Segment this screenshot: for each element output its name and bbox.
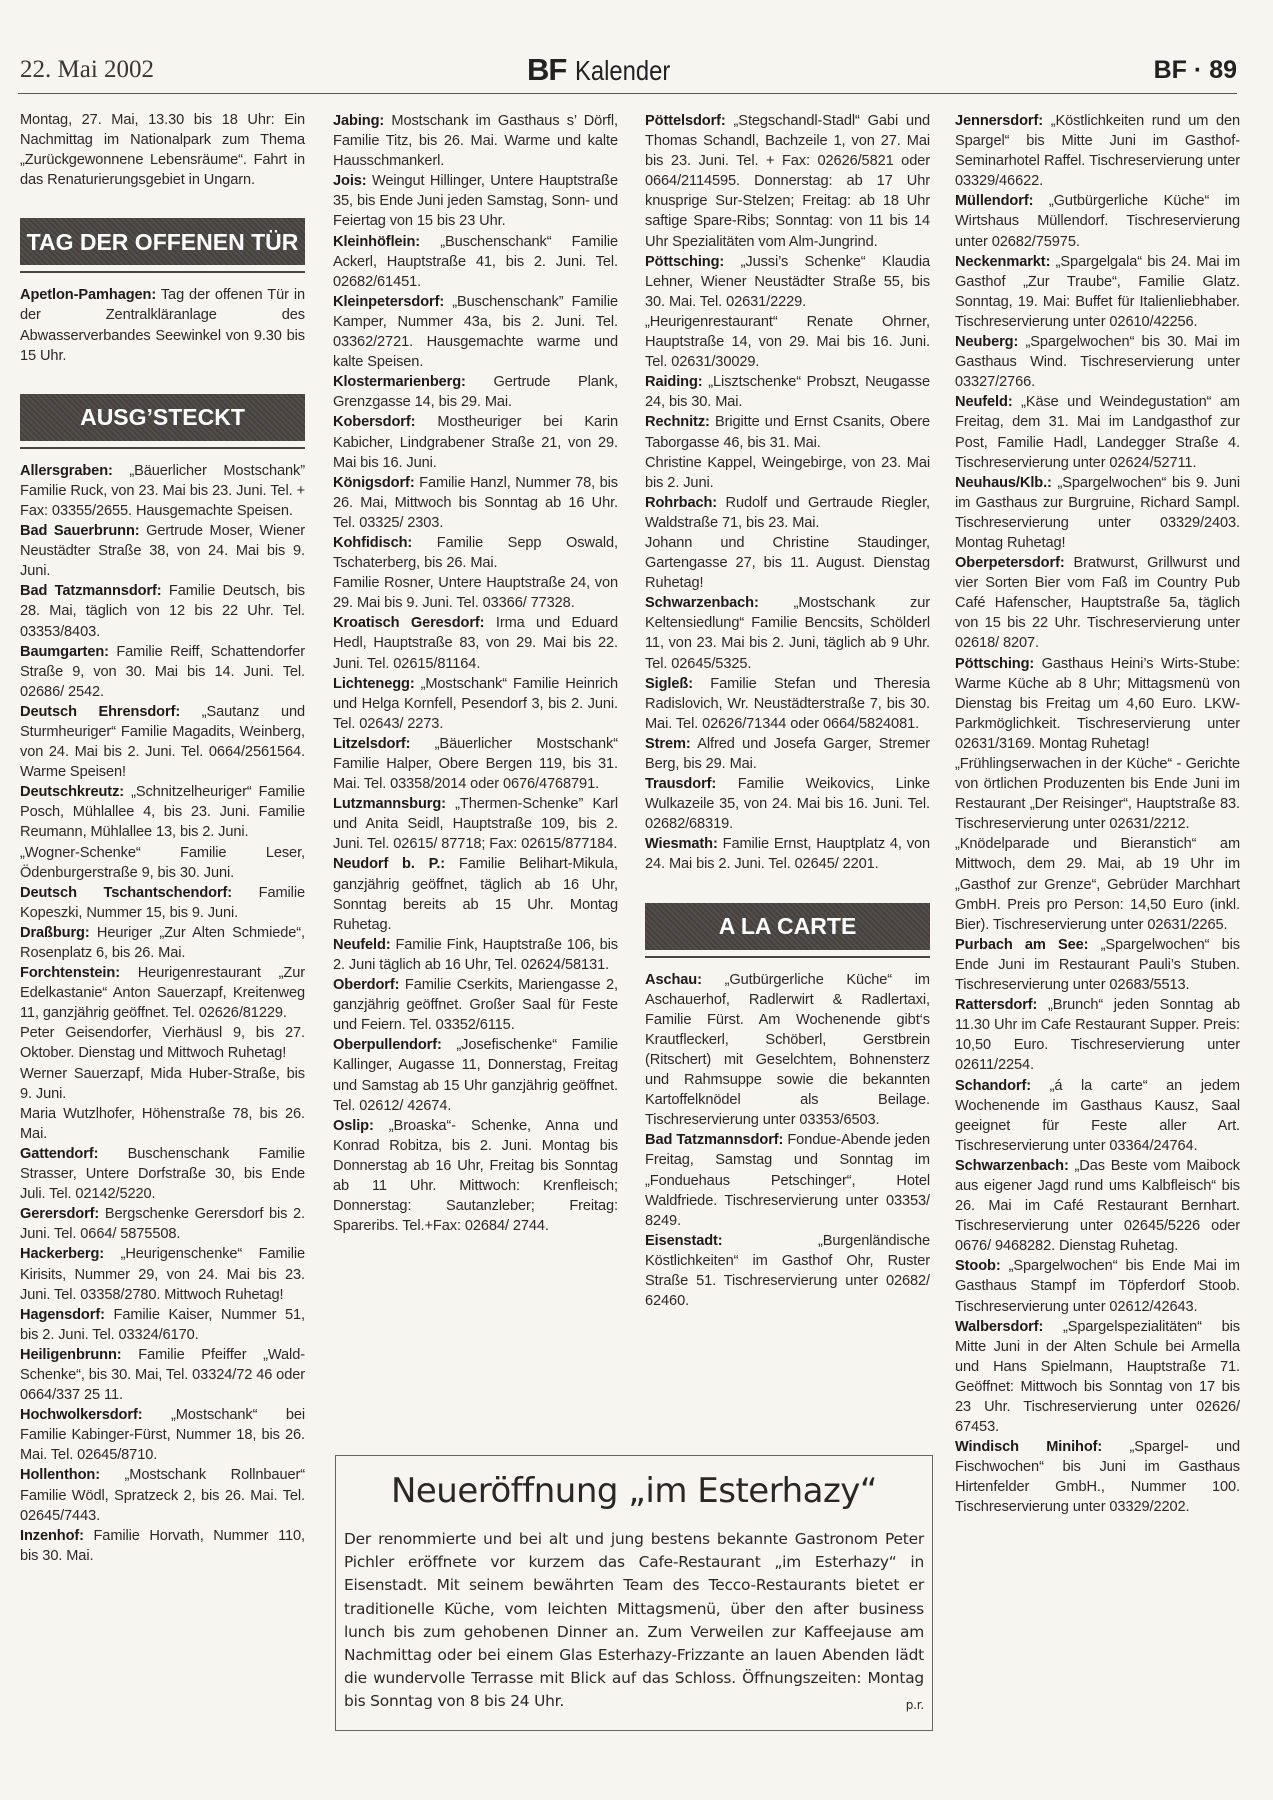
listing-text: Familie Horvath, Nummer 110, bis 30. Mai.: [20, 1527, 305, 1564]
listing-text: Familie Deutsch, bis 28. Mai, täglich von 12 bis 22 Uhr. Tel. 03353/8403.: [20, 583, 305, 640]
advertorial-title: Neueröffnung „im Esterhazy“: [390, 1471, 878, 1511]
listing-entry: [645, 453, 930, 493]
advertorial-body: [344, 1528, 924, 1714]
listing-place: Oslip:: [333, 1117, 374, 1134]
listing-place: Litzelsdorf:: [333, 735, 411, 752]
section-heading-label: AUSG’STECKT: [20, 394, 305, 441]
listing-text: Familie Belihart-Mikula, ganzjährig geöffnet, täglich ab 16 Uhr, Sonntag bereits ab 15 Uhr. Montag Ruhetag.: [333, 856, 618, 933]
listing-text: „Burgenländische Köstlichkeiten“ im Gasthof Ohr, Ruster Straße 51. Tischreservierung unter 02682/ 62460.: [645, 1232, 930, 1310]
listing-text: Johann und Christine Staudinger, Gartengasse 27, bis 11. August. Dienstag Ruhetag!: [645, 534, 930, 592]
section-heading: [20, 394, 305, 449]
listing-text: „Gutbürgerliche Küche“ im Wirtshaus Müllendorf. Tischreservierung unter 02682/75975.: [955, 193, 1240, 250]
listing-place: Pöttsching:: [645, 253, 725, 270]
listing-text: „Spargelwochen“ bis Ende Juni im Restaurant Pauli’s Stuben. Tischreservierung unter 02683/5513.: [955, 936, 1240, 994]
listing-place: Schwarzenbach:: [645, 595, 759, 612]
listing-text: „Lisztschenke“ Probszt, Neugasse 24, bis 30. Mai.: [645, 374, 930, 411]
listing-entry: [20, 1526, 305, 1566]
listing-text: „Mostschank“ bei Familie Kabinger-Fürst, Nummer 18, bis 26. Mai. Tel. 02645/8710.: [20, 1407, 305, 1464]
listing-text: „Mostschank Rollnbauer“ Familie Wödl, Spratzeck 2, bis 26. Mai. Tel. 02645/7443.: [20, 1467, 305, 1524]
listing-entry: [20, 285, 305, 365]
listing-place: Königsdorf:: [333, 474, 415, 491]
listing-text: „Buschenschank” Familie Kamper, Nummer 43a, bis 2. Juni. Tel. 03362/2721. Hausgemachte warme und kalte Speisen.: [333, 293, 618, 371]
listing-text: Montag, 27. Mai, 13.30 bis 18 Uhr: Ein Nachmittag im Nationalpark zum Thema „Zurückgewonnene Lebensräume“. Fahrt in das Renaturierungsgebiet in Ungarn.: [20, 112, 305, 189]
listing-entry: [20, 1023, 305, 1063]
listing-text: Familie Fink, Hauptstraße 106, bis 2. Juni täglich ab 16 Uhr, Tel. 02624/58131.: [333, 936, 618, 973]
listing-text: „Spargelspezialitäten“ bis Mitte Juni in der Alten Schule bei Armella und Hans Spielmann, Hauptstraße 71. Geöffnet: Mittwoch bis Sonntag von 17 bis 23 Uhr. Tischreservierung unter 02626/ 67453.: [955, 1318, 1240, 1436]
listing-entry: [955, 332, 1240, 392]
listing-text: Mostheuriger bei Karin Kabicher, Lindgrabener Straße 21, von 29. Mai bis 16. Juni.: [333, 414, 618, 471]
listing-text: „Spargelwochen“ bis 30. Mai im Gasthaus Wind. Tischreservierung unter 03327/2766.: [955, 334, 1240, 391]
listing-text: Familie Kopeszki, Nummer 15, bis 9. Juni.: [20, 884, 305, 921]
listing-place: Kroatisch Geresdorf:: [333, 615, 485, 632]
listing-entry: [333, 412, 618, 472]
issue-date: 22. Mai 2002: [20, 56, 155, 83]
listing-entry: [20, 1405, 305, 1465]
listing-entry: [333, 292, 618, 372]
page-number-label: [1154, 56, 1237, 85]
listing-text: „Frühlingserwachen in der Küche“ - Gerichte von örtlichen Produzenten bis Ende Juni im Restaurant „Der Reisinger“, Hauptstraße 83. Tischreservierung unter 02631/2212.: [955, 756, 1240, 833]
listing-place: Neckenmarkt:: [955, 253, 1051, 270]
listing-place: Rechnitz:: [645, 414, 710, 431]
listing-text: Familie Rosner, Untere Hauptstraße 24, von 29. Mai bis 9. Juni. Tel. 03366/ 77328.: [333, 575, 618, 612]
listing-entry: [955, 834, 1240, 934]
listing-entry: [645, 312, 930, 372]
listing-text: Brigitte und Ernst Csanits, Obere Taborgasse 46, bis 31. Mai.: [645, 414, 930, 451]
advertorial-text: Der renommierte und bei alt und jung bestens bekannte Gastronom Peter Pichler eröffnete vor kurzem das Cafe-Restaurant „im Esterhazy“ in Eisenstadt. Mit seinem bewährten Team des Tecco-Restaurants bietet er traditionelle Küche, vom leichten Mittagsmenü, über den after business lunch bis zum gehobenen Dinner an. Zum Verweilen zur Kaffeejause am Nachmittag oder bei einem Glas Esterhazy-Frizzante an lauen Abenden lädt die wundervolle Terrasse mit Blick auf das Schloss. Öffnungszeiten: Montag bis Sonntag von 8 bis 24 Uhr.: [344, 1530, 924, 1711]
listing-text: Fondue-Abende jeden Freitag, Samstag und Sonntag im „Fonduehaus Petschinger“, Hotel Waldfriede. Tischreservierung unter 03353/ 8249.: [645, 1132, 930, 1229]
listing-place: Oberpetersdorf:: [955, 555, 1065, 572]
listing-entry: [333, 674, 618, 734]
listing-entry: [645, 1130, 930, 1230]
listing-place: Neufeld:: [333, 936, 391, 953]
listing-entry: [955, 392, 1240, 472]
listing-text: Familie Stefan und Theresia Radislovich, Wr. Neustädterstraße 7, bis 30. Mai. Tel. 02626/71344 oder 0664/5824081.: [645, 675, 930, 732]
listing-text: „Knödelparade und Bieranstich“ am Mittwoch, dem 29. Mai, ab 19 Uhr im „Gasthof zur Grenze“, Gebrüder Marchhart GmbH. Preis pro Person: 14,50 Euro (inkl. Bier). Tischreservierung unter 02631/2265.: [955, 836, 1240, 933]
listing-entry: [955, 1437, 1240, 1517]
listing-text: Gertrude Moser, Wiener Neustädter Straße 38, von 24. Mai bis 9. Juni.: [20, 523, 305, 580]
listing-place: Pöttsching:: [955, 655, 1035, 672]
listing-entry: [20, 642, 305, 702]
listing-place: Gerersdorf:: [20, 1206, 100, 1223]
listing-entry: [20, 782, 305, 842]
listing-text: „á la carte“ an jedem Wochenende im Gasthaus Kausz, Saal geeignet für Feste aller Art. Tischreservierung unter 03364/24764.: [955, 1077, 1240, 1154]
esterhazy-advertorial-box: [335, 1455, 933, 1731]
listing-place: Deutsch Tschantschendorf:: [20, 884, 233, 901]
listing-entry: [333, 613, 618, 673]
listing-text: „Gutbürgerliche Küche“ im Aschauerhof, Radlerwirt & Radlertaxi, Familie Fürst. Am Wochenende gibt‘s Krautfleckerl, Schöberl, Gerstbrein (Ritschert) mit Geselchtem, Bohnensterz und Rahmsuppe sowie die bekannten Kartoffelknödel als Beilage. Tischreservierung unter 03353/6503.: [645, 971, 930, 1129]
listing-entry: [20, 1244, 305, 1304]
listing-entry: [955, 1076, 1240, 1156]
listing-text: Peter Geisendorfer, Vierhäusl 9, bis 27. Oktober. Dienstag und Mittwoch Ruhetag!: [20, 1025, 305, 1062]
listing-place: Hackerberg:: [20, 1246, 105, 1263]
listing-entry: [20, 461, 305, 521]
listing-entry: [333, 533, 618, 573]
listing-text: Rudolf und Gertraude Riegler, Waldstraße 71, bis 23. Mai.: [645, 494, 930, 531]
listing-place: Walbersdorf:: [955, 1318, 1044, 1335]
listing-text: Familie Cserkits, Mariengasse 2, ganzjährig geöffnet. Großer Saal für Feste und Feiern. Tel. 03352/6115.: [333, 977, 618, 1034]
listing-entry: [645, 111, 930, 252]
listing-entry: [333, 1035, 618, 1115]
listing-entry: [645, 734, 930, 774]
listing-text: „Josefischenke“ Familie Kallinger, Augasse 11, Donnerstag, Freitag und Samstag ab 15 Uhr ganzjährig geöffnet. Tel. 02612/ 42674.: [333, 1037, 618, 1114]
listing-text: Familie Sepp Oswald, Tschaterberg, bis 26. Mai.: [333, 534, 618, 572]
listing-entry: [645, 252, 930, 312]
listing-text: „Wogner-Schenke“ Familie Leser, Ödenburgerstraße 9, bis 30. Juni.: [20, 844, 305, 881]
listing-text: „Spargel- und Fischwochen“ bis Juni im Gasthaus Hirtenfelder GmbH., Nummer 100. Tischreservierung unter 03329/2202.: [955, 1439, 1240, 1516]
listing-entry: [20, 883, 305, 923]
listing-text: „Heurigenrestaurant“ Renate Ohrner, Hauptstraße 14, von 29. Mai bis 16. Juni. Tel. 02631/30029.: [645, 313, 930, 371]
page-number: 89: [1209, 56, 1237, 84]
listing-entry: [333, 111, 618, 171]
listing-entry: [955, 995, 1240, 1075]
listing-place: Schwarzenbach:: [955, 1157, 1069, 1174]
listing-entry: [20, 843, 305, 883]
listing-text: „Mostschank“ Familie Heinrich und Helga Kornfell, Pesendorf 3, bis 2. Juni. Tel. 02643/ 2273.: [333, 675, 618, 732]
listing-entry: [333, 794, 618, 854]
listing-entry: [955, 473, 1240, 553]
listing-entry: [333, 1116, 618, 1237]
listing-entry: [645, 533, 930, 593]
column-2: [333, 111, 618, 1236]
listing-place: Sigleß:: [645, 675, 693, 692]
listing-text: „Stegschandl-Stadl“ Gabi und Thomas Schandl, Bachzeile 1, von 27. Mai bis 23. Juni. Tel. + Fax: 02626/5821 oder 0664/2114595. Donnerstag: ab 17 Uhr knusprige Sur-Stelzen; Freitag: ab 18 Uhr saftige Spare-Ribs; Sonntag: von 11 bis 14 Uhr Spezialitäten vom Alm-Jungrind.: [645, 113, 930, 250]
listing-entry: [955, 935, 1240, 995]
listing-place: Bad Tatzmannsdorf:: [645, 1132, 784, 1149]
listing-place: Aschau:: [645, 971, 702, 988]
listing-entry: [645, 970, 930, 1131]
listing-place: Heiligenbrunn:: [20, 1346, 122, 1363]
listing-text: „Broaska“- Schenke, Anna und Konrad Robitza, bis 2. Juni. Montag bis Donnerstag ab 16 Uhr, Freitag bis Sonntag ab 11 Uhr. Mittwoch: Krenfleisch; Donnerstag: Sautanzleber; Freitag: Spareribs. Tel.+Fax: 02684/ 2744.: [333, 1117, 618, 1235]
section-rule: [20, 447, 305, 449]
listing-text: „Heurigenschenke“ Familie Kirisits, Nummer 29, von 24. Mai bis 23. Juni. Tel. 03358/2780. Mittwoch Ruhetag!: [20, 1246, 305, 1303]
listing-text: Werner Sauerzapf, Mida Huber-Straße, bis 9. Juni.: [20, 1065, 305, 1102]
listing-place: Wiesmath:: [645, 836, 718, 853]
listing-text: „Käse und Weindegustation“ am Freitag, dem 31. Mai im Landgasthof zur Post, Familie Hadl, Landegger Straße 4. Tischreservierung unter 02624/52711.: [955, 394, 1240, 471]
listing-entry: [333, 372, 618, 412]
listing-place: Neuhaus/Klb.:: [955, 474, 1052, 491]
listing-entry: [645, 372, 930, 412]
listing-entry: [333, 573, 618, 613]
listing-text: „Brunch“ jeden Sonntag ab 11.30 Uhr im Cafe Restaurant Supper. Preis: 10,50 Euro. Tischreservierung unter 02611/2254.: [955, 997, 1240, 1074]
listing-entry: [333, 734, 618, 794]
listing-text: Bergschenke Gerersdorf bis 2. Juni. Tel. 0664/ 5875508.: [20, 1206, 305, 1243]
listing-place: Kleinhöflein:: [333, 233, 421, 250]
listing-entry: [955, 1156, 1240, 1256]
listing-entry: [333, 935, 618, 975]
listing-text: Mostschank im Gasthaus s’ Dörfl, Familie Titz, bis 26. Mai. Warme und kalte Hausschmankerl.: [333, 113, 618, 170]
listing-text: Gertrude Plank, Grenzgasse 14, bis 29. Mai.: [333, 374, 618, 411]
listing-place: Gattendorf:: [20, 1145, 99, 1162]
listing-entry: [333, 232, 618, 292]
listing-text: Familie Reiff, Schattendorfer Straße 9, von 30. Mai bis 14. Juni. Tel. 02686/ 2542.: [20, 643, 305, 700]
listing-place: Hagensdorf:: [20, 1306, 105, 1323]
listing-text: Irma und Eduard Hedl, Hauptstraße 83, von 29. Mai bis 22. Juni. Tel. 02615/81164.: [333, 615, 618, 672]
listing-place: Kobersdorf:: [333, 414, 416, 431]
listing-place: Neuberg:: [955, 334, 1019, 351]
page-brand: BF: [1153, 56, 1187, 84]
listing-entry: [955, 1317, 1240, 1438]
listing-entry: [20, 1465, 305, 1525]
listing-text: „Köstlichkeiten rund um den Spargel“ bis Mitte Juni im Gasthof-Seminarhotel Raffel. Tischreservierung unter 03329/46622.: [955, 113, 1240, 190]
listing-entry: [20, 521, 305, 581]
listing-place: Lichtenegg:: [333, 675, 415, 692]
listing-entry: [645, 493, 930, 533]
listing-place: Oberdorf:: [333, 977, 400, 994]
listing-place: Deutsch Ehrensdorf:: [20, 703, 181, 720]
listing-place: Neufeld:: [955, 394, 1013, 411]
listing-entry: [333, 975, 618, 1035]
listing-place: Allersgraben:: [20, 462, 113, 479]
listing-text: „Schnitzelheuriger“ Familie Posch, Mühlallee 4, bis 23. Juni. Familie Reumann, Mühlallee 13, bis 2. Juni.: [20, 784, 305, 841]
section-rule: [20, 271, 305, 273]
listing-place: Hochwolkersdorf:: [20, 1407, 143, 1424]
section-heading: [20, 218, 305, 273]
column-4: [955, 111, 1240, 1518]
listing-place: Müllendorf:: [955, 193, 1034, 210]
listing-entry: [20, 1345, 305, 1405]
listing-place: Forchtenstein:: [20, 965, 120, 982]
listing-place: Eisenstadt:: [645, 1232, 723, 1249]
listing-entry: [645, 593, 930, 673]
listing-text: „Thermen-Schenke” Karl und Anita Seidl, Hauptstraße 109, bis 2. Juni. Tel. 02615/ 87718; Fax: 02615/877184.: [333, 796, 618, 853]
listing-text: Weingut Hillinger, Untere Hauptstraße 35, bis Ende Juni jeden Samstag, Sonn- und Feiertag von 15 bis 23 Uhr.: [333, 173, 618, 230]
listing-text: „Bäuerlicher Mostschank“ Familie Halper, Obere Bergen 119, bis 31. Mai. Tel. 03358/2014 oder 0676/4768791.: [333, 735, 618, 793]
section-heading-label: A LA CARTE: [645, 903, 930, 950]
section-heading: [645, 903, 930, 958]
listing-entry: [20, 1064, 305, 1104]
section-title-text: Kalender: [574, 55, 671, 86]
listing-place: Kleinpetersdorf:: [333, 293, 445, 310]
listing-text: „Bäuerlicher Mostschank” Familie Ruck, von 23. Mai bis 23. Juni. Tel. + Fax: 03355/2655. Hausgemachte Speisen.: [20, 462, 305, 519]
listing-text: Familie Weikovics, Linke Wulkazeile 35, von 24. Mai bis 16. Juni. Tel. 02682/68319.: [645, 776, 930, 833]
listing-place: Oberpullendorf:: [333, 1037, 442, 1054]
listing-entry: [333, 473, 618, 533]
listing-place: Hollenthon:: [20, 1467, 100, 1484]
page-separator: ·: [1193, 56, 1203, 84]
listing-place: Deutschkreutz:: [20, 784, 125, 801]
listing-text: Heuriger „Zur Alten Schmiede“, Rosenplatz 6, bis 26. Mai.: [20, 924, 305, 961]
listing-text: Bratwurst, Grillwurst und vier Sorten Bier vom Faß im Country Pub Café Hafenscher, Hauptstraße 5a, täglich von 15 bis 22 Uhr. Tischreservierung unter 02618/ 8207.: [955, 555, 1240, 652]
listing-entry: [645, 412, 930, 452]
section-rule: [645, 956, 930, 958]
listing-text: Maria Wutzlhofer, Höhenstraße 78, bis 26. Mai.: [20, 1105, 305, 1142]
listing-place: Pöttelsdorf:: [645, 113, 726, 129]
listing-text: Buschenschank Familie Strasser, Untere Dorfstraße 30, bis Ende Juli. Tel. 02142/5220.: [20, 1145, 305, 1203]
listing-text: „Spargelwochen“ bis 9. Juni im Gasthaus zur Burgruine, Richard Sampl. Tischreservierung unter 03329/2403. Montag Ruhetag!: [955, 474, 1240, 551]
listing-entry: [645, 834, 930, 874]
listing-place: Baumgarten:: [20, 643, 109, 660]
listing-text: „Buschenschank“ Familie Ackerl, Hauptstraße 41, bis 2. Juni. Tel. 02682/61451.: [333, 233, 618, 290]
listing-text: „Spargelgala“ bis 24. Mai im Gasthof „Zur Traube“, Familie Glatz. Sonntag, 19. Mai: Buffet für Italienliebhaber. Tischreservierung unter 02610/42256.: [955, 253, 1240, 330]
listing-text: Gasthaus Heini’s Wirts-Stube: Warme Küche ab 8 Uhr; Mittagsmenü von Dienstag bis Freitag um 4,60 Euro. LKW-Parkmöglichkeit. Tischreservierung unter 02631/3169. Montag Ruhetag!: [955, 655, 1240, 752]
listing-entry: [955, 111, 1240, 191]
bf-logo: BF: [527, 52, 567, 87]
intro-paragraph: [20, 110, 305, 190]
listing-text: „Spargelwochen“ bis Ende Mai im Gasthaus Stampf im Töpferdorf Stoob. Tischreservierung unter 02612/42643.: [955, 1258, 1240, 1315]
listing-entry: [955, 252, 1240, 332]
listing-entry: [20, 1104, 305, 1144]
listing-place: Jabing:: [333, 113, 385, 129]
listing-text: Tag der offenen Tür in der Zentralkläranlage des Abwasserverbandes Seewinkel von 9.30 bis 15 Uhr.: [20, 287, 305, 364]
listing-place: Jois:: [333, 173, 367, 190]
section-title: [527, 52, 687, 88]
listing-text: Alfred und Josefa Garger, Stremer Berg, bis 29. Mai.: [645, 735, 930, 772]
listing-entry: [333, 171, 618, 231]
listing-place: Strem:: [645, 735, 691, 752]
listing-entry: [20, 1204, 305, 1244]
listing-place: Rohrbach:: [645, 494, 718, 511]
listing-entry: [333, 854, 618, 934]
listing-entry: [645, 774, 930, 834]
listing-text: „Sautanz und Sturmheuriger“ Familie Magadits, Weinberg, von 24. Mai bis 2. Juni. Tel. 0664/2561564. Warme Speisen!: [20, 703, 305, 781]
listing-entry: [955, 754, 1240, 834]
listing-entry: [645, 1231, 930, 1311]
listing-place: Stoob:: [955, 1258, 1001, 1275]
advertorial-signature: p.r.: [905, 1698, 924, 1713]
listing-place: Rattersdorf:: [955, 997, 1038, 1014]
listing-text: Familie Pfeiffer „Wald-Schenke“, bis 30. Mai, Tel. 03324/72 46 oder 0664/337 25 11.: [20, 1346, 305, 1404]
listing-entry: [20, 963, 305, 1023]
listing-entry: [955, 191, 1240, 251]
listing-place: Kohfidisch:: [333, 534, 413, 551]
listing-place: Klostermarienberg:: [333, 374, 466, 391]
listing-place: Bad Tatzmannsdorf:: [20, 583, 162, 600]
listing-text: „Mostschank zur Keltensiedlung“ Familie Bencsits, Schölderl 11, von 23. Mai bis 2. Juni, täglich ab 9 Uhr. Tel. 02645/5325.: [645, 595, 930, 672]
listing-place: Apetlon-Pamhagen:: [20, 287, 157, 304]
listing-place: Draßburg:: [20, 924, 90, 941]
listing-text: Familie Kaiser, Nummer 51, bis 2. Juni. Tel. 03324/6170.: [20, 1306, 305, 1343]
listing-place: Windisch Minihof:: [955, 1439, 1103, 1456]
column-1: [20, 110, 305, 1566]
listing-place: Jennersdorf:: [955, 113, 1044, 129]
listing-text: „Jussi’s Schenke“ Klaudia Lehner, Wiener Neustädter Straße 55, bis 30. Mai. Tel. 02631/2229.: [645, 253, 930, 310]
listing-entry: [20, 1144, 305, 1204]
listing-place: Schandorf:: [955, 1077, 1032, 1094]
listing-text: Familie Ernst, Hauptplatz 4, von 24. Mai bis 2. Juni. Tel. 02645/ 2201.: [645, 836, 930, 873]
listing-entry: [955, 1256, 1240, 1316]
listing-entry: [645, 674, 930, 734]
listing-text: Christine Kappel, Weingebirge, von 23. Mai bis 2. Juni.: [645, 454, 930, 491]
listing-entry: [955, 654, 1240, 754]
listing-entry: [955, 553, 1240, 653]
section-heading-label: TAG DER OFFENEN TÜR: [20, 218, 305, 265]
listing-place: Raiding:: [645, 374, 703, 391]
listing-text: Heurigenrestaurant „Zur Edelkastanie“ Anton Sauerzapf, Kreitenweg 11, ganzjährig geöffnet. Tel. 02626/81229.: [20, 965, 305, 1022]
listing-place: Trausdorf:: [645, 776, 717, 793]
listing-place: Bad Sauerbrunn:: [20, 523, 140, 540]
listing-entry: [20, 1305, 305, 1345]
listing-place: Purbach am See:: [955, 936, 1089, 953]
listing-text: Familie Hanzl, Nummer 78, bis 26. Mai, Mittwoch bis Sonntag ab 16 Uhr. Tel. 03325/ 2303.: [333, 474, 618, 531]
listing-entry: [20, 581, 305, 641]
listing-place: Neudorf b. P.:: [333, 856, 446, 873]
listing-text: „Das Beste vom Maibock aus eigener Jagd rund ums Kalbfleisch“ bis 26. Mai im Café Restaurant Bernhart. Tischreservierung unter 02645/5226 oder 0676/ 9468282. Dienstag Ruhetag.: [955, 1157, 1240, 1255]
listing-entry: [20, 702, 305, 782]
column-3: [645, 111, 930, 1311]
listing-place: Inzenhof:: [20, 1527, 84, 1544]
header-rule: [18, 93, 1237, 94]
listing-place: Lutzmannsburg:: [333, 796, 446, 813]
listing-entry: [20, 923, 305, 963]
